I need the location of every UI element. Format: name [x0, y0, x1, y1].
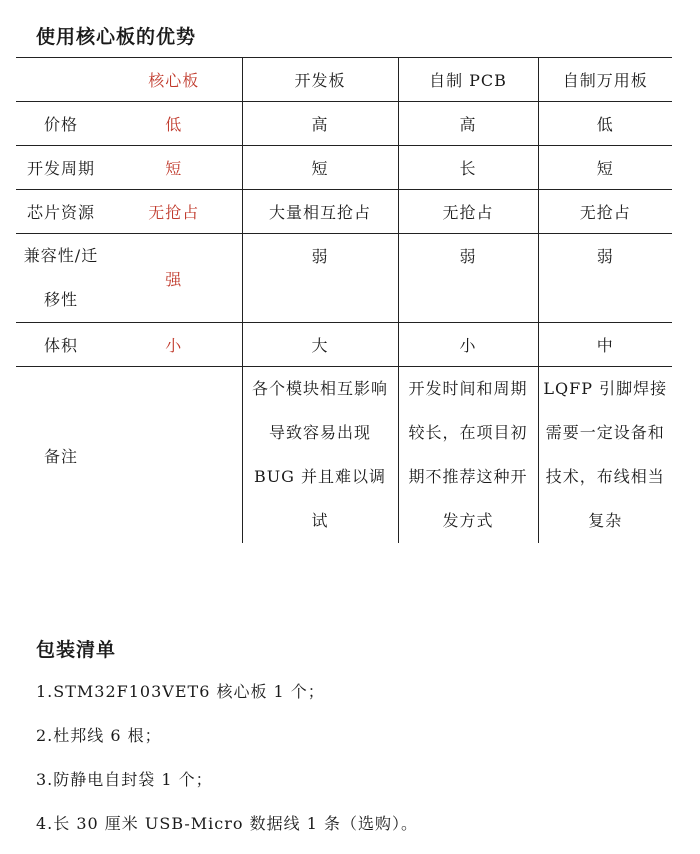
- table-row: [16, 146, 672, 190]
- table-cell: 无抢占: [398, 190, 538, 234]
- header-cell: [16, 58, 106, 102]
- list-item: 4.长 30 厘米 USB-Micro 数据线 1 条（选购）。: [36, 814, 418, 833]
- note-cell-dev-board: 各个模块相互影响导致容易出现 BUG 并且难以调试: [242, 367, 398, 544]
- table-cell: 无抢占: [106, 190, 242, 234]
- row-label: 价格: [16, 102, 106, 146]
- table-cell: 低: [538, 102, 672, 146]
- table-cell: 弱: [538, 234, 672, 323]
- header-cell-dev-board: 开发板: [242, 58, 398, 102]
- table-row: [16, 102, 672, 146]
- table-cell: [106, 367, 242, 544]
- table-cell: 短: [538, 146, 672, 190]
- table-cell: 大量相互抢占: [242, 190, 398, 234]
- packing-list: [36, 676, 418, 852]
- table-cell: 弱: [398, 234, 538, 323]
- table-cell: 高: [398, 102, 538, 146]
- table-cell: 小: [106, 323, 242, 367]
- table-cell: 中: [538, 323, 672, 367]
- section-title-packing-list: 包装清单: [36, 639, 117, 661]
- table-cell: 短: [242, 146, 398, 190]
- table-header-row: [16, 58, 672, 102]
- table-row: [16, 323, 672, 367]
- header-cell-core-board: 核心板: [106, 58, 242, 102]
- table-row: [16, 190, 672, 234]
- header-cell-custom-pcb: 自制 PCB: [398, 58, 538, 102]
- table-cell: 小: [398, 323, 538, 367]
- row-label: 兼容性/迁移性: [16, 234, 106, 323]
- row-label: 体积: [16, 323, 106, 367]
- table-cell: 大: [242, 323, 398, 367]
- row-label: 开发周期: [16, 146, 106, 190]
- note-cell-custom-pcb: 开发时间和周期较长，在项目初期不推荐这种开发方式: [398, 367, 538, 544]
- table-cell: 低: [106, 102, 242, 146]
- table-cell: 短: [106, 146, 242, 190]
- table-cell: 强: [106, 234, 242, 323]
- row-label: 备注: [16, 367, 106, 544]
- table-cell: 长: [398, 146, 538, 190]
- notes-row: [16, 367, 672, 544]
- list-item: 2.杜邦线 6 根；: [36, 726, 162, 745]
- table-cell: 弱: [242, 234, 398, 323]
- table-cell: 高: [242, 102, 398, 146]
- list-item: 1.STM32F103VET6 核心板 1 个；: [36, 682, 325, 701]
- section-title-advantages: 使用核心板的优势: [36, 26, 197, 48]
- table-cell: 无抢占: [538, 190, 672, 234]
- list-item: 3.防静电自封袋 1 个；: [36, 770, 213, 789]
- note-cell-perfboard: LQFP 引脚焊接需要一定设备和技术，布线相当复杂: [538, 367, 672, 544]
- row-label: 芯片资源: [16, 190, 106, 234]
- header-cell-perfboard: 自制万用板: [538, 58, 672, 102]
- table-row: [16, 234, 672, 323]
- comparison-table: [16, 57, 672, 543]
